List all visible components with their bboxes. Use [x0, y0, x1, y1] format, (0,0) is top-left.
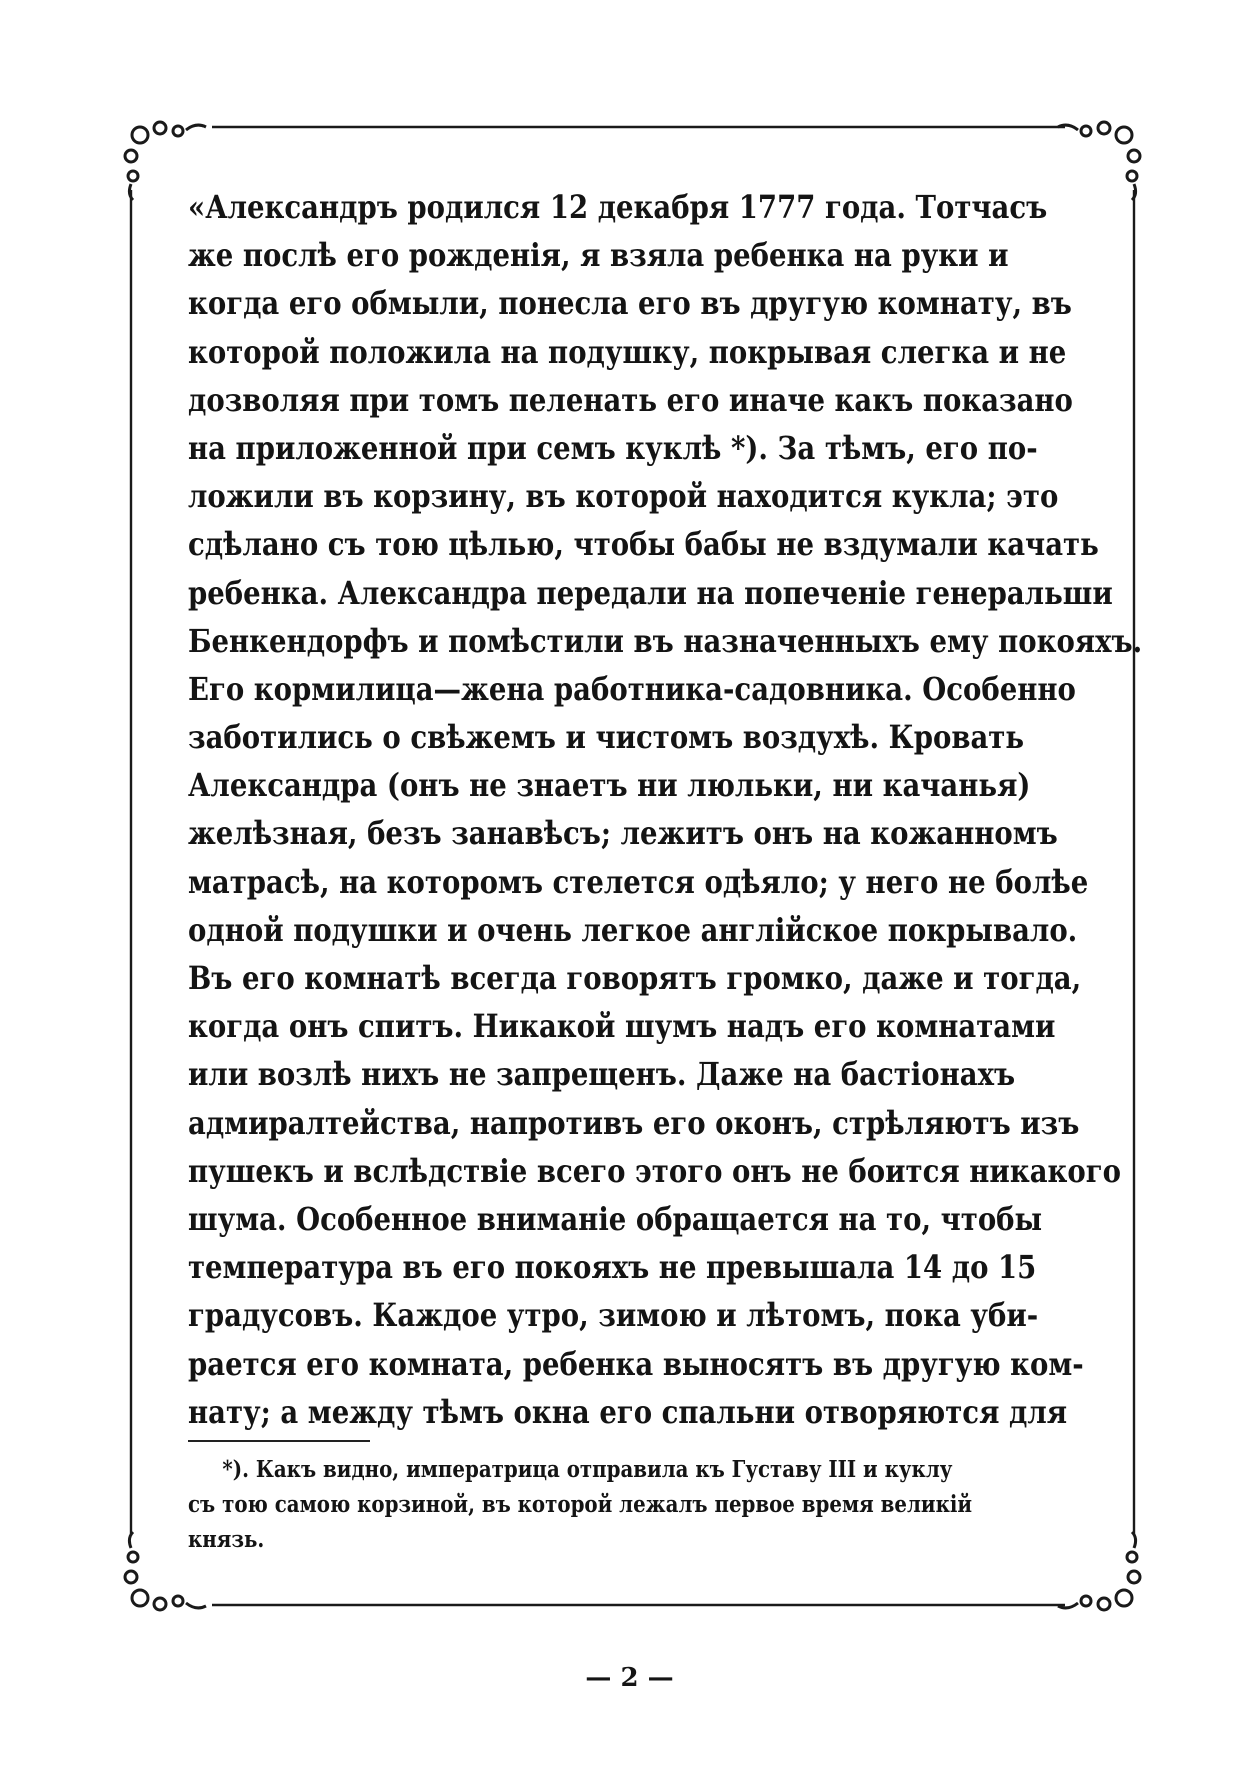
text-line: которой положила на подушку, покрывая слегка и не	[188, 332, 1067, 371]
text-line: температура въ его покояхъ не превышала 14 до 15	[188, 1248, 1037, 1287]
text-line: Его кормилица—жена работника-садовника. Особенно	[188, 669, 1076, 708]
text-line: заботились о свѣжемъ и чистомъ воздухѣ. Кровать	[188, 718, 1025, 757]
text-line: желѣзная, безъ занавѣсъ; лежитъ онъ на кожанномъ	[188, 814, 1058, 853]
text-line: когда онъ спитъ. Никакой шумъ надъ его комнатами	[188, 1007, 1056, 1046]
text-line: или возлѣ нихъ не запрещенъ. Даже на бастіонахъ	[188, 1055, 1016, 1094]
footnote-line: *). Какъ видно, императрица отправила къ Густаву III и куклу	[222, 1456, 953, 1483]
text-line: градусовъ. Каждое утро, зимою и лѣтомъ, пока уби-	[188, 1296, 1039, 1335]
text-line: матрасѣ, на которомъ стелется одѣяло; у него не болѣе	[188, 862, 1089, 901]
text-line: шума. Особенное вниманіе обращается на то, чтобы	[188, 1199, 1043, 1238]
text-line: когда его обмыли, понесла его въ другую комнату, въ	[188, 284, 1072, 323]
page-number: — 2 —	[585, 1663, 674, 1693]
text-line: Бенкендорфъ и помѣстили въ назначенныхъ ему покояхъ.	[188, 621, 1143, 660]
footnote	[188, 1452, 1088, 1557]
footnote-line: князь.	[188, 1526, 265, 1553]
text-line: адмиралтейства, напротивъ его оконъ, стрѣляютъ изъ	[188, 1103, 1080, 1142]
text-line: дозволяя при томъ пеленать его иначе какъ показано	[188, 380, 1073, 419]
text-line: нату; а между тѣмъ окна его спальни отворяются для	[188, 1392, 1068, 1431]
text-line: Александра (онъ не знаетъ ни люльки, ни качанья)	[188, 766, 1031, 805]
text-line: пушекъ и вслѣдствіе всего этого онъ не боится никакого	[188, 1151, 1121, 1190]
text-line: «Александръ родился 12 декабря 1777 года. Тотчасъ	[188, 188, 1048, 226]
text-line: ребенка. Александра передали на попеченіе генеральши	[188, 573, 1113, 612]
text-line: на приложенной при семъ куклѣ *). За тѣмъ, его по-	[188, 428, 1038, 467]
ornament-top-right	[1058, 122, 1140, 200]
text-line: одной подушки и очень легкое англійское покрывало.	[188, 910, 1078, 949]
text-line: сдѣлано съ тою цѣлью, чтобы бабы не вздумали качать	[188, 525, 1099, 564]
text-line: же послѣ его рожденія, я взяла ребенка на руки и	[188, 236, 1009, 275]
text-line: ложили въ корзину, въ которой находится кукла; это	[188, 477, 1059, 516]
footnote-line: съ тою самою корзиной, въ которой лежалъ первое время великій	[188, 1491, 973, 1518]
text-line: Въ его комнатѣ всегда говорятъ громко, даже и тогда,	[188, 959, 1082, 997]
text-line: рается его комната, ребенка выносятъ въ другую ком-	[188, 1344, 1084, 1383]
footnote-divider	[188, 1440, 370, 1442]
body-text	[188, 183, 1143, 1436]
